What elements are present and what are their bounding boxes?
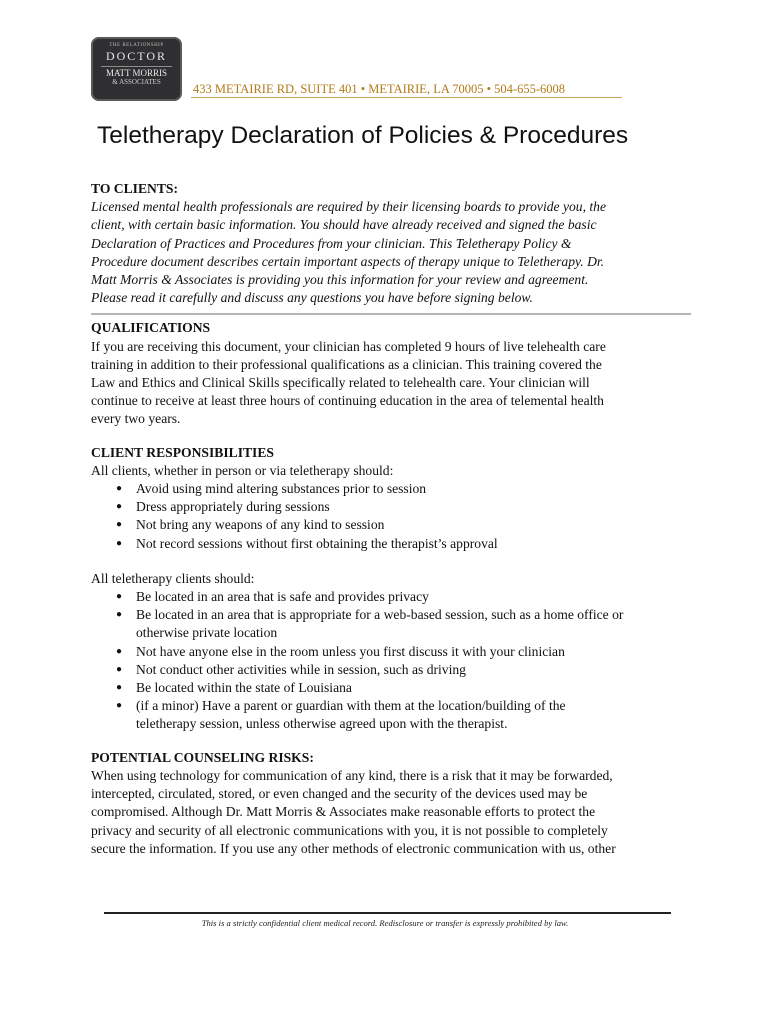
text-line: Procedure document describes certain important aspects of therapy unique to Teletherapy. Dr.: [91, 253, 605, 269]
list-item: [116, 498, 691, 516]
all-clients-intro: All clients, whether in person or via teletherapy should:: [91, 462, 394, 478]
all-clients-list: [91, 480, 691, 553]
list-item-line: teletherapy session, unless otherwise agreed upon with the therapist.: [136, 716, 508, 732]
bullet-icon: ●: [116, 682, 123, 694]
risks-text: [91, 767, 691, 858]
text-line: Licensed mental health professionals are required by their licensing boards to provide you, the: [91, 199, 606, 215]
list-item-line: Not record sessions without first obtaining the therapist’s approval: [136, 535, 498, 551]
logo-tagline: THE RELATIONSHIP: [109, 43, 164, 48]
list-item-line: Be located in an area that is safe and provides privacy: [136, 589, 429, 605]
text-line: every two years.: [91, 411, 181, 427]
bullet-icon: ●: [116, 700, 123, 712]
list-item-line: (if a minor) Have a parent or guardian with them at the location/building of the: [136, 698, 566, 714]
list-item: [116, 535, 691, 553]
text-line: client, with certain basic information. You should have already received and signed the basic: [91, 217, 597, 233]
text-line: compromised. Although Dr. Matt Morris & Associates make reasonable efforts to protect the: [91, 804, 596, 820]
bullet-icon: ●: [116, 663, 123, 675]
list-item: [116, 516, 691, 534]
text-line: privacy and security of all electronic communications with you, it is not possible to completely: [91, 822, 608, 838]
to-clients-section: [91, 180, 691, 307]
logo-name: MATT MORRIS: [105, 68, 168, 78]
bullet-icon: ●: [116, 519, 123, 531]
list-item: [116, 480, 691, 498]
bullet-icon: ●: [116, 645, 123, 657]
list-item: [116, 588, 691, 606]
list-item-line: otherwise private location: [136, 625, 278, 641]
text-line: training in addition to their professional qualifications as a clinician. This training covered the: [91, 356, 602, 372]
list-item-line: Not conduct other activities while in session, such as driving: [136, 661, 466, 677]
bullet-icon: ●: [116, 609, 123, 621]
teletherapy-clients-intro: All teletherapy clients should:: [91, 570, 255, 586]
footer-rule: [104, 912, 671, 914]
risks-section: [91, 749, 691, 858]
text-line: continue to receive at least three hours of continuing education in the area of telemental health: [91, 393, 604, 409]
text-line: secure the information. If you use any other methods of electronic communication with us, other: [91, 840, 616, 856]
bullet-icon: ●: [116, 537, 123, 549]
client-responsibilities-heading: CLIENT RESPONSIBILITIES: [91, 444, 274, 460]
text-line: Law and Ethics and Clinical Skills specifically related to telehealth care. Your clinician will: [91, 375, 590, 391]
text-line: If you are receiving this document, your clinician has completed 9 hours of live telehealth care: [91, 338, 606, 354]
to-clients-text: [91, 198, 691, 307]
section-divider: [91, 313, 691, 315]
teletherapy-clients-list: [91, 588, 691, 734]
list-item-line: Not bring any weapons of any kind to session: [136, 517, 385, 533]
to-clients-heading: TO CLIENTS:: [91, 181, 179, 196]
list-item-line: Dress appropriately during sessions: [136, 499, 330, 515]
qualifications-text: [91, 338, 691, 429]
bullet-icon: ●: [116, 483, 123, 495]
list-item: [116, 679, 691, 697]
bullet-icon: ●: [116, 501, 123, 513]
logo-rule: [101, 66, 172, 67]
list-item: [116, 661, 691, 679]
office-address: 433 METAIRIE RD, SUITE 401 • METAIRIE, LA 70005 • 504-655-6008: [193, 82, 565, 96]
list-item: [116, 643, 691, 661]
list-item-line: Avoid using mind altering substances prior to session: [136, 481, 427, 497]
list-item: [116, 697, 691, 733]
list-item: [116, 606, 691, 642]
document-title: Teletherapy Declaration of Policies & Procedures: [97, 122, 629, 149]
list-item-line: Be located in an area that is appropriate for a web-based session, such as a home office or: [136, 607, 624, 623]
confidentiality-footer: This is a strictly confidential client medical record. Redisclosure or transfer is expressly prohibited by law.: [201, 918, 569, 928]
text-line: When using technology for communication of any kind, there is a risk that it may be forwarded,: [91, 767, 613, 783]
text-line: intercepted, circulated, stored, or even changed and the security of the devices used may be: [91, 786, 588, 802]
address-underline: [191, 97, 622, 98]
qualifications-heading: QUALIFICATIONS: [91, 320, 211, 336]
company-logo: [91, 37, 182, 101]
logo-associates: & ASSOCIATES: [112, 78, 161, 86]
bullet-icon: ●: [116, 591, 123, 603]
client-responsibilities-section: [91, 444, 691, 734]
qualifications-section: [91, 319, 691, 428]
text-line: Please read it carefully and discuss any questions you have before signing below.: [91, 290, 533, 306]
document-body: [91, 180, 691, 858]
risks-heading: POTENTIAL COUNSELING RISKS:: [91, 749, 314, 765]
logo-doctor: DOCTOR: [105, 49, 168, 63]
text-line: Declaration of Practices and Procedures from your clinician. This Teletherapy Policy &: [91, 235, 572, 251]
list-item-line: Be located within the state of Louisiana: [136, 680, 352, 696]
list-item-line: Not have anyone else in the room unless you first discuss it with your clinician: [136, 643, 565, 659]
text-line: Matt Morris & Associates is providing you this information for your review and agreement.: [91, 272, 589, 288]
